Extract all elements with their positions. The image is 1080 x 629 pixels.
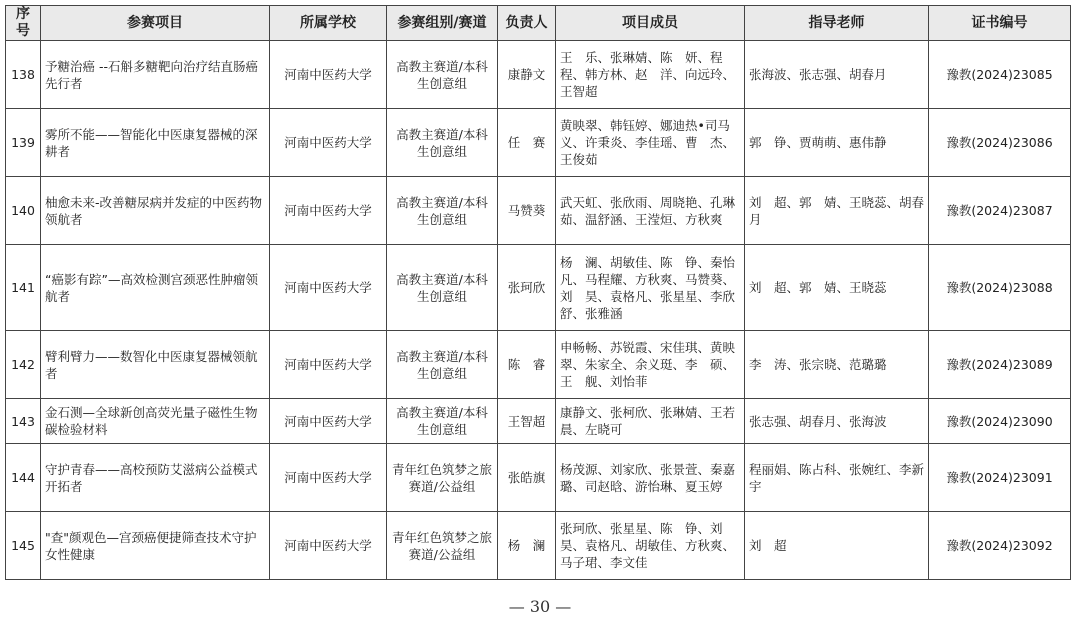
project-members: 王 乐、张琳婧、陈 妍、程 程、韩方林、赵 洋、向远玲、王智超: [556, 41, 745, 109]
project-members: 杨 澜、胡敏佳、陈 铮、秦怡凡、马程耀、方秋爽、马赞葵、刘 昊、袁格凡、张星星、李欣舒、张雅涵: [556, 245, 745, 331]
table-row: [6, 331, 1071, 399]
project-leader: 任 赛: [498, 109, 556, 177]
school-name: 河南中医药大学: [270, 109, 387, 177]
school-name: 河南中医药大学: [270, 399, 387, 444]
table-header-row: [6, 6, 1071, 41]
certificate-number: 豫教(2024)23092: [929, 512, 1071, 580]
competition-group: 高教主赛道/本科生创意组: [387, 41, 498, 109]
school-name: 河南中医药大学: [270, 444, 387, 512]
table-row: [6, 399, 1071, 444]
advisors: 张海波、张志强、胡春月: [745, 41, 929, 109]
award-table: [5, 5, 1071, 580]
table-row: [6, 109, 1071, 177]
project-name: 雾所不能——智能化中医康复器械的深耕者: [41, 109, 270, 177]
competition-group: 高教主赛道/本科生创意组: [387, 399, 498, 444]
project-name: “癌影有踪”—高效检测宫颈恶性肿瘤领航者: [41, 245, 270, 331]
school-name: 河南中医药大学: [270, 41, 387, 109]
certificate-number: 豫教(2024)23087: [929, 177, 1071, 245]
project-name: 臂利臂力——数智化中医康复器械领航者: [41, 331, 270, 399]
project-name: 金石测—全球新创高荧光量子磁性生物碳检验材料: [41, 399, 270, 444]
table-row: [6, 41, 1071, 109]
page-number: — 30 —: [508, 597, 572, 616]
row-index: 140: [6, 177, 41, 245]
header-leader: 负责人: [498, 6, 556, 41]
row-index: 143: [6, 399, 41, 444]
header-index: 序号: [6, 6, 41, 41]
project-leader: 王智超: [498, 399, 556, 444]
competition-group: 高教主赛道/本科生创意组: [387, 245, 498, 331]
certificate-number: 豫教(2024)23089: [929, 331, 1071, 399]
certificate-number: 豫教(2024)23091: [929, 444, 1071, 512]
project-name: 予糖治癌 --石斛多糖靶向治疗结直肠癌先行者: [41, 41, 270, 109]
advisors: 张志强、胡春月、张海波: [745, 399, 929, 444]
project-leader: 陈 睿: [498, 331, 556, 399]
header-certificate: 证书编号: [929, 6, 1071, 41]
table-row: [6, 245, 1071, 331]
row-index: 144: [6, 444, 41, 512]
row-index: 142: [6, 331, 41, 399]
certificate-number: 豫教(2024)23085: [929, 41, 1071, 109]
row-index: 141: [6, 245, 41, 331]
table-row: [6, 177, 1071, 245]
project-members: 申畅畅、苏锐霞、宋佳琪、黄映翠、朱家全、余义珽、李 硕、王 舰、刘怡菲: [556, 331, 745, 399]
header-group: 参赛组别/赛道: [387, 6, 498, 41]
project-members: 杨茂源、刘家欣、张景萱、秦嘉璐、司赵晗、游怡琳、夏玉婷: [556, 444, 745, 512]
row-index: 139: [6, 109, 41, 177]
advisors: 刘 超、郭 婧、王晓蕊: [745, 245, 929, 331]
project-leader: 康静文: [498, 41, 556, 109]
certificate-number: 豫教(2024)23088: [929, 245, 1071, 331]
advisors: 李 涛、张宗晓、范璐璐: [745, 331, 929, 399]
advisors: 刘 超、郭 婧、王晓蕊、胡春月: [745, 177, 929, 245]
project-members: 康静文、张柯欣、张琳婧、王若晨、左晓可: [556, 399, 745, 444]
project-name: 守护青春——高校预防艾滋病公益模式开拓者: [41, 444, 270, 512]
header-advisors: 指导老师: [745, 6, 929, 41]
advisors: 程丽娟、陈占科、张婉红、李新宇: [745, 444, 929, 512]
header-project: 参赛项目: [41, 6, 270, 41]
project-leader: 马赞葵: [498, 177, 556, 245]
row-index: 138: [6, 41, 41, 109]
project-leader: 张珂欣: [498, 245, 556, 331]
project-name: "查"颜观色—宫颈癌便捷筛查技术守护女性健康: [41, 512, 270, 580]
project-leader: 杨 澜: [498, 512, 556, 580]
table-row: [6, 444, 1071, 512]
advisors: 郭 铮、贾萌萌、惠伟静: [745, 109, 929, 177]
project-name: 柚愈未来-改善糖尿病并发症的中医药物领航者: [41, 177, 270, 245]
competition-group: 青年红色筑梦之旅赛道/公益组: [387, 444, 498, 512]
project-members: 武天虹、张欣雨、周晓艳、孔琳茹、温舒涵、王滢烜、方秋爽: [556, 177, 745, 245]
header-members: 项目成员: [556, 6, 745, 41]
competition-group: 青年红色筑梦之旅赛道/公益组: [387, 512, 498, 580]
project-leader: 张皓旗: [498, 444, 556, 512]
project-members: 黄映翠、韩钰婷、娜迪热•司马义、许秉炎、李佳瑶、曹 杰、王俊茹: [556, 109, 745, 177]
row-index: 145: [6, 512, 41, 580]
competition-group: 高教主赛道/本科生创意组: [387, 331, 498, 399]
school-name: 河南中医药大学: [270, 331, 387, 399]
competition-group: 高教主赛道/本科生创意组: [387, 177, 498, 245]
school-name: 河南中医药大学: [270, 177, 387, 245]
table-row: [6, 512, 1071, 580]
school-name: 河南中医药大学: [270, 512, 387, 580]
header-school: 所属学校: [270, 6, 387, 41]
advisors: 刘 超: [745, 512, 929, 580]
school-name: 河南中医药大学: [270, 245, 387, 331]
certificate-number: 豫教(2024)23090: [929, 399, 1071, 444]
competition-group: 高教主赛道/本科生创意组: [387, 109, 498, 177]
project-members: 张珂欣、张星星、陈 铮、刘 昊、袁格凡、胡敏佳、方秋爽、马子珺、李文佳: [556, 512, 745, 580]
certificate-number: 豫教(2024)23086: [929, 109, 1071, 177]
